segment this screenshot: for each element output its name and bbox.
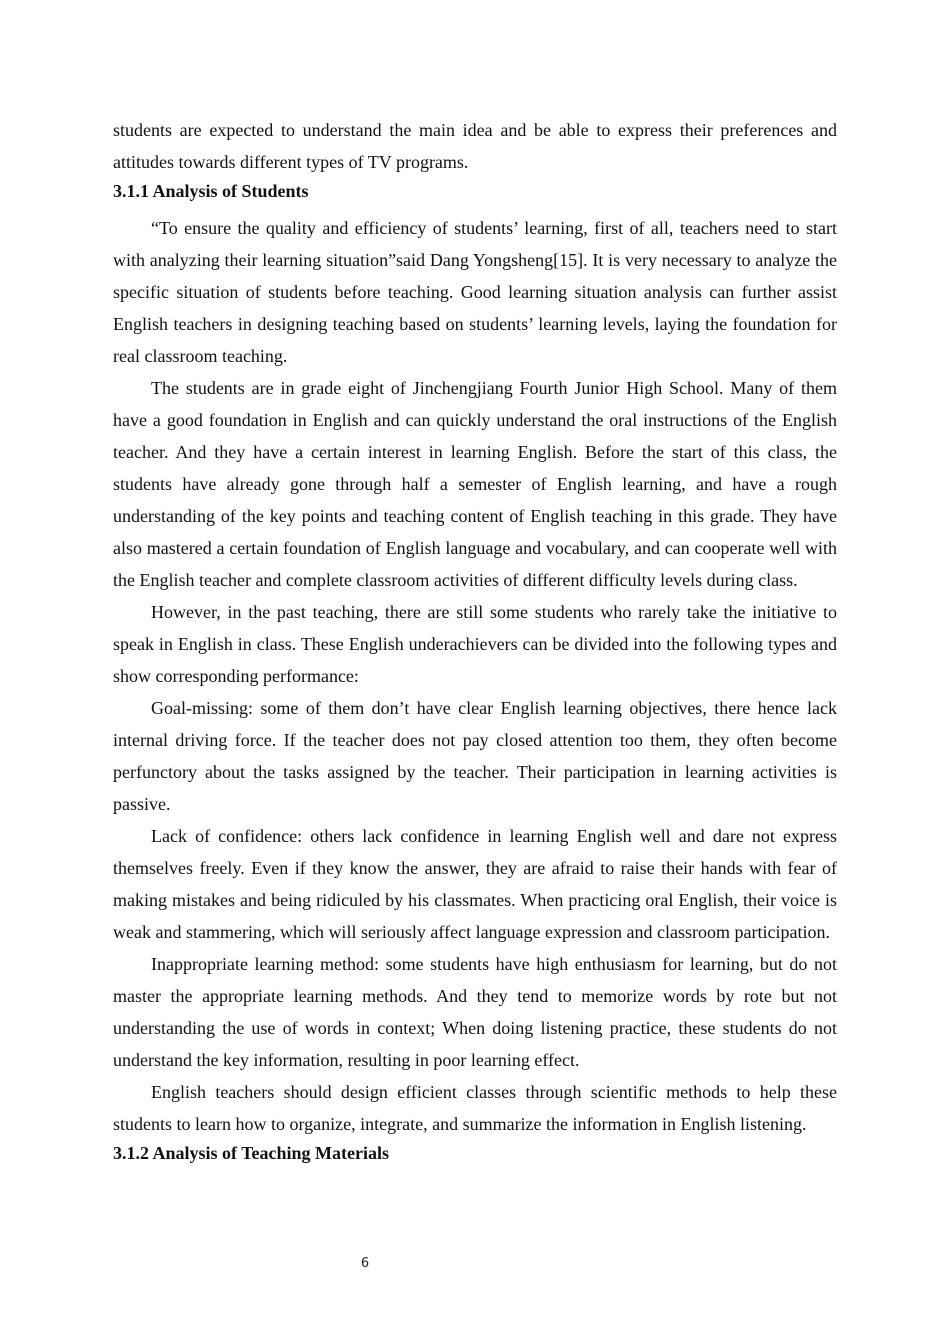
section-heading-analysis-of-teaching-materials: 3.1.2 Analysis of Teaching Materials [113,1143,390,1163]
intro-paragraph-continuation: students are expected to understand the main idea and be able to express their preferences and attitudes towards different types of TV programs. [113,120,837,172]
paragraph-teacher-design: English teachers should design efficient classes through scientific methods to help these students to learn how to organize, integrate, and summarize the information in English listening. [113,1082,837,1134]
page-body [113,114,837,1166]
paragraph-underachievers: However, in the past teaching, there are still some students who rarely take the initiative to speak in English in class. These English underachievers can be divided into the following types and show corresponding performance: [113,602,837,686]
paragraph-learning-situation: “To ensure the quality and efficiency of students’ learning, first of all, teachers need to start with analyzing their learning situation”said Dang Yongsheng[15]. It is very necessary to analyze the specific situation of students before teaching. Good learning situation analysis can further assist English teachers in designing teaching based on students’ learning levels, laying the foundation for real classroom teaching. [113,218,837,366]
paragraph-goal-missing: Goal-missing: some of them don’t have clear English learning objectives, there hence lack internal driving force. If the teacher does not pay closed attention too them, they often become perfunctory about the tasks assigned by the teacher. Their participation in learning activities is passive. [113,698,837,814]
paragraph-lack-of-confidence: Lack of confidence: others lack confidence in learning English well and dare not express themselves freely. Even if they know the answer, they are afraid to raise their hands with fear of making mistakes and being ridiculed by his classmates. When practicing oral English, their voice is weak and stammering, which will seriously affect language expression and classroom participation. [113,826,837,942]
section-heading-analysis-of-students: 3.1.1 Analysis of Students [113,181,309,201]
paragraph-inappropriate-method: Inappropriate learning method: some students have high enthusiasm for learning, but do not master the appropriate learning methods. And they tend to memorize words by rote but not understanding the use of words in context; When doing listening practice, these students do not understand the key information, resulting in poor learning effect. [113,954,837,1070]
page-number: 6 [360,1256,370,1271]
paragraph-student-background: The students are in grade eight of Jinchengjiang Fourth Junior High School. Many of them have a good foundation in English and can quickly understand the oral instructions of the English teacher. And they have a certain interest in learning English. Before the start of this class, the students have already gone through half a semester of English learning, and have a rough understanding of the key points and teaching content of English teaching in this grade. They have also mastered a certain foundation of English language and vocabulary, and can cooperate well with the English teacher and complete classroom activities of different difficulty levels during class. [113,378,837,590]
